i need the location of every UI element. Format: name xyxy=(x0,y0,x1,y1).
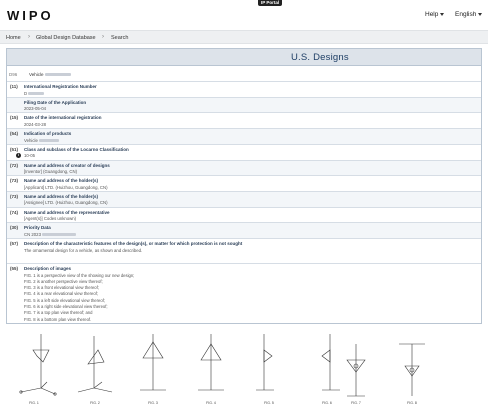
field-characteristic-features xyxy=(7,238,481,254)
perspective-stand-drawing-icon xyxy=(66,326,124,401)
document-title: U.S. Designs xyxy=(291,52,349,63)
figure-2[interactable] xyxy=(66,326,124,408)
field-code: (74) xyxy=(10,209,19,215)
field-value: 10-05 xyxy=(24,153,35,159)
breadcrumb-home[interactable]: Home xyxy=(6,35,21,41)
field-label: Class and subclass of the Locarno Classification xyxy=(24,146,129,152)
wipo-logo[interactable] xyxy=(7,9,73,21)
figure-7[interactable] xyxy=(327,326,385,408)
field-value: Vehicle xyxy=(24,138,60,143)
front-stand-drawing-icon xyxy=(124,326,182,401)
field-registration-number xyxy=(7,81,481,97)
list-item: FIG. 1 is a perspective view of the showing our new design; xyxy=(24,272,135,278)
figure-1[interactable] xyxy=(5,326,63,408)
list-item: FIG. 6 is a right side elevational view thereof; xyxy=(24,303,108,309)
field-value: 2024-03-28 xyxy=(24,121,46,127)
field-code: (72) xyxy=(10,162,19,168)
help-label: Help xyxy=(425,11,439,18)
top-stand-drawing-icon xyxy=(327,326,385,401)
language-menu[interactable] xyxy=(455,11,482,18)
field-code: (73) xyxy=(10,178,19,184)
field-value: 2023-05-04 xyxy=(24,106,46,112)
field-label: International Registration Number xyxy=(24,84,97,89)
design-document xyxy=(6,48,482,324)
field-code: (11) xyxy=(10,84,18,89)
figure-caption: FIG. 1 xyxy=(29,401,39,405)
field-code: (73) xyxy=(10,193,19,199)
document-id: D96 xyxy=(9,72,18,77)
document-id-suffix: Vehicle xyxy=(29,72,72,77)
figure-caption: FIG. 4 xyxy=(206,401,216,405)
field-label: Description of the characteristic features of the design(s), or matter for which protection is not sought xyxy=(24,241,243,246)
field-value: [Inventor] (Guangdong, CN) xyxy=(24,169,78,174)
document-header xyxy=(7,49,481,66)
field-label: Filing Date of the Application xyxy=(24,99,87,105)
perspective-stand-drawing-icon xyxy=(5,326,63,401)
images-description-list xyxy=(24,273,134,323)
list-item: FIG. 3 is a front elevational view thereof; xyxy=(24,285,99,291)
design-figures xyxy=(0,326,488,408)
field-code: (54) xyxy=(10,131,19,137)
field-label: Description of images xyxy=(24,266,72,271)
document-id-row xyxy=(7,71,481,79)
figure-8[interactable] xyxy=(383,326,441,408)
field-value: The ornamental design for a vehicle, as shown and described. xyxy=(24,247,143,253)
figure-caption: FIG. 5 xyxy=(264,401,274,405)
figure-4[interactable] xyxy=(182,326,240,408)
field-value: [Applicant] LTD. (Huizhou, Guangdong, CN) xyxy=(24,184,108,190)
svg-text:WIPO: WIPO xyxy=(7,9,54,21)
breadcrumb-search[interactable]: Search xyxy=(111,35,129,41)
bottom-stand-drawing-icon xyxy=(383,326,441,401)
field-holder-assignee xyxy=(7,191,481,207)
field-description-of-images xyxy=(7,263,481,323)
figure-caption: FIG. 8 xyxy=(407,401,417,405)
field-value: CN 2023 xyxy=(24,232,77,237)
rear-stand-drawing-icon xyxy=(182,326,240,401)
list-item: FIG. 7 is a top plan view thereof; and xyxy=(24,310,93,316)
field-locarno-class xyxy=(7,144,481,160)
list-item: FIG. 5 is a left side elevational view thereof; xyxy=(24,297,105,303)
field-value: [Agent(s)] Codes unknown) xyxy=(24,216,77,222)
field-code: (51) xyxy=(10,146,19,152)
language-label: English xyxy=(455,11,477,18)
figure-5[interactable] xyxy=(240,326,298,408)
figure-caption: FIG. 7 xyxy=(351,401,361,405)
list-item: FIG. 8 is a bottom plan view thereof. xyxy=(24,316,92,322)
field-holder-applicant xyxy=(7,175,481,191)
field-label: Name and address of creator of designs xyxy=(24,162,110,168)
field-code: (15) xyxy=(10,115,19,121)
field-registration-date xyxy=(7,112,481,128)
info-icon[interactable]: i xyxy=(18,152,19,157)
help-menu[interactable] xyxy=(425,11,444,18)
field-code: (55) xyxy=(10,266,19,271)
field-creator xyxy=(7,160,481,176)
figure-caption: FIG. 6 xyxy=(322,401,332,405)
list-item: FIG. 2 is another perspective view thereof; xyxy=(24,278,103,284)
chevron-down-icon xyxy=(440,13,444,16)
figure-caption: FIG. 2 xyxy=(90,401,100,405)
field-label: Name and address of the holder(s) xyxy=(24,178,99,184)
figure-3[interactable] xyxy=(124,326,182,408)
field-code: (57) xyxy=(10,241,19,246)
field-label: Priority Data xyxy=(24,225,51,231)
top-bar xyxy=(0,0,488,30)
figure-caption: FIG. 3 xyxy=(148,401,158,405)
field-value: [Assignee] LTD. (Huizhou, Guangdong, CN) xyxy=(24,200,108,206)
field-code: (30) xyxy=(10,225,19,231)
breadcrumb-global-design-database[interactable]: Global Design Database xyxy=(36,35,96,41)
ip-portal-badge[interactable]: IP Portal xyxy=(258,0,282,6)
field-representative xyxy=(7,207,481,223)
chevron-right-icon: › xyxy=(102,34,104,40)
field-label: Date of the international registration xyxy=(24,115,102,121)
field-indication-of-products xyxy=(7,128,481,144)
field-filing-date xyxy=(7,97,481,113)
chevron-down-icon xyxy=(478,13,482,16)
left-stand-drawing-icon xyxy=(240,326,298,401)
list-item: FIG. 4 is a rear elevational view thereof; xyxy=(24,291,99,297)
chevron-right-icon: › xyxy=(28,34,30,40)
field-priority-data xyxy=(7,222,481,238)
field-label: Indication of products xyxy=(24,131,72,137)
field-value: D xyxy=(24,91,45,96)
field-label: Name and address of the holder(s) xyxy=(24,193,99,199)
field-label: Name and address of the representative xyxy=(24,209,110,215)
breadcrumb xyxy=(0,30,488,44)
